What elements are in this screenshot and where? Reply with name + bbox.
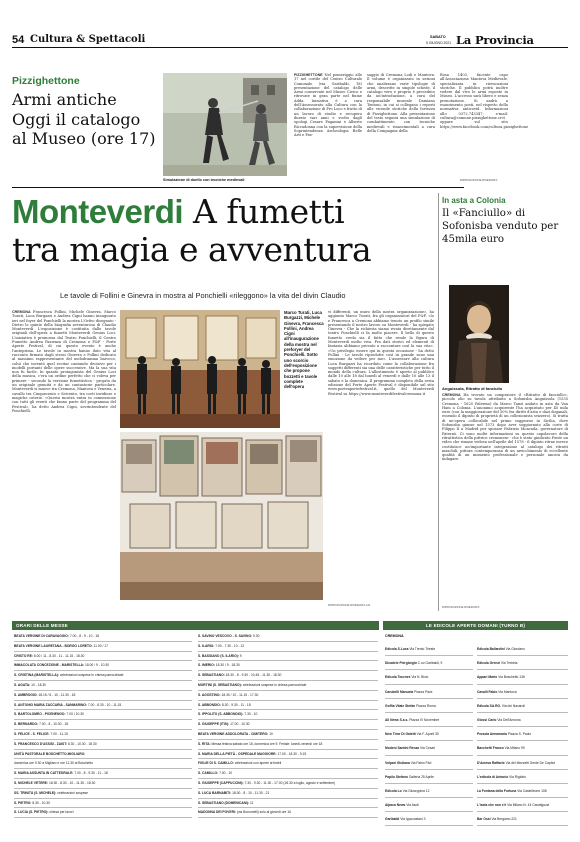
newsstand-row-value: Via Giordano (504, 647, 525, 651)
newsstand-row-value: Via Fabio Filzi (409, 760, 432, 765)
mass-schedule-row (14, 750, 192, 760)
mass-schedule-row (198, 789, 378, 799)
mass-schedule-row-value: 10 (268, 731, 273, 736)
newsstand-row-label: Papilo Stefano (385, 774, 408, 779)
orari-col1 (14, 632, 192, 818)
newsstand-row (477, 756, 568, 770)
mass-schedule-row-value: 9.30 (252, 634, 260, 638)
newsstand-row-value: Piazza S. Paolo (506, 732, 532, 737)
newsstand-row (477, 812, 568, 826)
top-story-lead-tag: PIZZIGHETTONE (294, 73, 323, 77)
newsstand-row-value: Via Trento Trieste (408, 647, 436, 651)
mass-schedule-row (198, 769, 378, 779)
newsstand-row-value: Via Trebbia (499, 661, 518, 666)
mass-schedule-row-value: 18.30 / 10 - 11.15 - 17.30 (220, 692, 259, 697)
mass-schedule-row (14, 720, 192, 730)
mass-schedule-row-value: 11.00 / 17 (92, 643, 108, 648)
mass-schedule-row-value: 17.00 - 10.30 (229, 722, 250, 727)
newsstand-row-value: Via Riglotto (508, 774, 526, 779)
mass-schedule-row (198, 750, 378, 760)
mass-schedule-row (14, 661, 192, 671)
newsstand-row-value: Galleria 25 Aprile (407, 774, 434, 779)
mass-schedule-row (14, 779, 192, 789)
mass-schedule-row-label: S. ILARIO: (198, 643, 215, 648)
mass-schedule-row (198, 632, 378, 642)
newsstand-row (385, 656, 473, 670)
portrait-painting (449, 285, 509, 383)
main-subhead: Le tavole di Follini e Ginevra in mostra al Ponchielli «rileggono» la vita del divin Claudio (60, 291, 346, 300)
newsstand-row-label: All News S.a.s. (385, 717, 409, 722)
newsstand-row (385, 784, 473, 798)
mass-schedule-row-label: S. AMBROGIO: (14, 692, 38, 697)
newsstand-row-label: Edicola Grenzi (477, 661, 500, 666)
mass-schedule-row-label: MORTINI (S. SEBASTIANO): (198, 682, 242, 687)
newsstand-row-value: Via Castelleone 108 (516, 788, 547, 793)
mass-schedule-row-value: 18.30 / 9 - 18.30 (214, 663, 240, 668)
mass-schedule-row-value: 7.30 - 9.30 - 11.30 - 17.00 (18.30 a luglio, agosto e settembre) (243, 780, 336, 785)
mass-schedule-row-label: S. ANTONIO MARIA ZACCARIA - SANMARINO: (14, 702, 88, 707)
newsstand-row-value: Piazza Pace (413, 689, 433, 694)
newsstand-row-value: Via Asoli (405, 803, 419, 808)
mass-schedule-row (198, 799, 378, 809)
top-headline-line3: al Museo (ore 17) (12, 129, 156, 148)
sidebar-kicker: In asta a Colonia (442, 196, 506, 205)
mass-schedule-row-value: 8.30 - 10.30 - 18.30 (67, 741, 97, 746)
newsstand-row (477, 741, 568, 755)
mass-schedule-row-value: celebrazioni con aperte al fedeli (233, 761, 282, 766)
newsstand-row-value: Via Giuseppina 12 (401, 788, 430, 793)
mass-schedule-row-value: 8.00 / 11 - 8.30 - 11 - 11.15 - 18.30 (33, 653, 85, 658)
newsstand-row-label: La Fontana della Fortuna (477, 788, 517, 793)
top-story-kicker: Pizzighettone (12, 75, 80, 87)
newsstand-row (477, 670, 568, 684)
top-story-col1-text: Nel pomeriggio alle 17 nel cortile del Centro Culturale Comunale (via Garibaldi, 18) presentazione del catalogo delle Armi conservate nel Museo Civico e ritrovate in gran parte nel fiume Adda. Iniziativa è a cura dell'Assessorato alla Cultura con la collaborazione di Pro Loco e frutto di un lavoro di studio e recupero durato vari anni e svolto dagli opologi Cesare Paganini e Alberto Riccadonna con la supervisione della Soprintendenza Archeologia Belle Arti e Pae- (294, 73, 362, 138)
mass-schedule-row (198, 652, 378, 662)
mass-schedule-row-label: S. MARIA ASSUNTA IN CATTEDRALE: (14, 771, 74, 776)
newsstand-row-value: Via Milano 99 (503, 746, 525, 751)
main-story-byline: RIPRODUZIONE RISERVATA LM (328, 603, 370, 607)
newsstand-row-value: Piazza IV Novembre (408, 717, 440, 722)
mass-schedule-row-value: 7.00 - 7.30 - 10 - 12 (214, 643, 245, 648)
newsstand-row-value: Via Boschetto 136 (497, 675, 525, 680)
mass-schedule-row (198, 808, 378, 818)
newsstand-row (385, 812, 473, 826)
mass-schedule-row-value: 7.00 - 11.15 (49, 731, 68, 736)
newsstand-row (477, 770, 568, 784)
mass-schedule-row-value: chiesa per lavori (48, 810, 74, 815)
main-story-col1 (12, 310, 116, 615)
mass-schedule-row-value: 18.15 / 8 - 10 - 11.30 - 18 (37, 692, 76, 697)
main-story-col1-text: Francesca Follini, Michele Ginevra, Marco Turati, Luca Burgazzi e Andrea Cigni hanno inaugurato ieri nel foyer del Ponchielli la mostra L'Orfeo disegnato - Dietro le quinte della biografia avventurosa di Claudio Monteverdi. L'esposizione è costituita dalle tavole originali dell'opera a fumetti Monteverdi Genius Loci. L'iniziativa è promossa dal Teatro Ponchielli, il Centro Fumetto Andrea Pazienza di Cremona e P&F - Porte Aperte Festival, di cui questo evento è anche l'anteprima. Le tavole in mostra hanno dato vita al racconto firmato dagli stessi Ginevra e Follini dedicato al massimo rappresentante del melodramma barocco, colui che inventò quel recitar cantando decisivo per i modelli portanti delle opere successive. Ma la sua vita non fu facile. In quanto protagonista del Genius Loci della musica, c'era un ordine perfetto che ci voleva per primere - secondo la versione fumettistica - proprio da un originale genuità e da un cantastorie particolare. Monteverdi si muove tra Cremona, Mantova e Venezia, a cavallo tra Cinquecento e Seicento, tra corti invidiose e magiche osterie. «Questa mostra entra in connessione con tutti gli eventi che fanno parte del programma del Festival», ha detto Andrea Cigni, sovrintendente del Ponchielli. (12, 310, 116, 413)
sidebar-body-text: Ha trovato un compratore il «Ritratto di fanciullo», piccolo olio su tavola attribuito a Sofonisba Anguissola (1535 Cremona - 1625 Palermo) da Marco Tanzi andato in asta da Van Ham a Colonia. L'anonimo acquirente l'ha acquistato per 45 mila euro (con la maggiorazione del 50% fra diritti d'asta e dazi doganali, essendo il dipinto di proprietà di un collezionista svizzero). Si tratta di un'opera collocabile nel primo soggiorno in Sicilia, dove Sofonisba giunse nel 1573 dopo aver soggiornato alla corte di Filippo II a Madrid per sposare Fabrizio Moncada, governatore di Paternò. Ci sono molte informazioni su questo capolavoro della ritrattistica della pittrice cremonese - che è stato giudicato Fonte un video che rimase vedova nell'aprile del 1578 - il dipinto ritrae invece costituisce un'importante integrazione al catalogo dei ritratti maschili, pittura contemporanea di un arricchimento di eccellente qualità di un momento professionale e personale ancora da indagare. (442, 393, 568, 462)
mass-schedule-row-label: BEATA VERGINE DI CARAVAGGIO: (14, 634, 69, 638)
newsstand-row (477, 685, 568, 699)
mass-schedule-row (14, 740, 192, 750)
duel-photo-caption: Simulazione di duello con tecniche medievali (163, 178, 245, 182)
header-rule (12, 47, 568, 48)
mass-schedule-row-value: 18.30 - 8 - 9.30 - 10.45 - 11.30 - 18.30 (224, 673, 282, 678)
newsstand-row-label: Bacchetti Franco (477, 746, 504, 751)
mass-schedule-row-label: S. BASSIANO (S. ILARIO): (198, 653, 239, 658)
mass-schedule-row-label: CRISTO RE: (14, 653, 33, 658)
mass-schedule-row (14, 759, 192, 769)
mass-schedule-row-value: 17.00 - 18.30 - 9.15 (276, 751, 307, 756)
newsstand-row-label: L'edicola di Antonio (477, 774, 509, 779)
mass-schedule-row (198, 730, 378, 740)
section-title: Cultura & Spettacoli (30, 34, 146, 45)
edicole-col2 (477, 642, 568, 826)
mass-schedule-row-label: S. MICHELE VETERE: (14, 780, 49, 785)
edicole-city: CREMONA (385, 634, 404, 638)
sidebar-lead-tag: CREMONA (442, 393, 461, 397)
newsstand-row-label: Pezzola Annamaria (477, 732, 507, 737)
main-headline (12, 193, 472, 269)
sidebar-headline: Il «Fanciullo» di Sofonisba venduto per 45mila euro (442, 208, 559, 245)
mass-schedule-row (14, 691, 192, 701)
sidebar-body (442, 393, 568, 603)
mass-schedule-row-value: 7.00 / 10.30 (65, 712, 84, 717)
mass-schedule-row-value: 7.00 - 8 - 10.30 - 18 (38, 722, 69, 727)
top-headline-line1: Armi antiche (12, 90, 117, 109)
mass-schedule-row (198, 661, 378, 671)
mass-schedule-row-value: Messa festiva sabato ore 18, domenica ore 9. Feriale: lunedì-venerdì ore 18 (210, 741, 323, 746)
newsstand-row-label: D'Amesa Raffaele (477, 760, 505, 765)
mass-schedule-row-label: S. BARTOLOMEO - PICENENGO: (14, 712, 66, 717)
mass-schedule-row (198, 701, 378, 711)
newsstand-row-label: New Time Di Galetti (385, 732, 416, 737)
newsstand-row-value: Via del Mezzetti Gente De Capitol (504, 760, 556, 765)
newsstand-row (477, 656, 568, 670)
exhibition-photo (120, 432, 323, 600)
newsstand-row-value: Via F. Aporti 30 (415, 732, 439, 737)
mass-schedule-row-label: SS. TRINITÀ (S. MICHELE): (14, 790, 57, 795)
mass-schedule-row (198, 740, 378, 750)
inauguration-photo (120, 310, 280, 428)
mass-schedule-row-label: S. PIETRO: (14, 800, 32, 805)
mass-schedule-row-label: S. AGOSTINO: (198, 692, 221, 697)
mass-schedule-row (14, 701, 192, 711)
mass-schedule-row-label: S. SEBASTIANO: (198, 673, 225, 678)
mass-schedule-row-label: S. GIUSEPPE (ITIS): (198, 722, 230, 727)
mass-schedule-row-value: 8.30 - 10.30 (31, 800, 50, 805)
newsstand-row-label: Edicola S.Luca (385, 647, 409, 651)
mass-schedule-row-label: S. GIUSEPPE (CAPPUCCINI): (198, 780, 244, 785)
newsstand-row (385, 741, 473, 755)
newsstand-row-label: Giossi Carlo (477, 717, 497, 722)
mass-schedule-row-label: S. CAMILLO: (198, 771, 219, 776)
main-story-lead-tag: CREMONA (12, 310, 31, 314)
portrait-caption: Anguissola, Ritratto di fanciullo (442, 386, 503, 391)
mass-schedule-row-label: S. ABBONDIO: (198, 702, 221, 707)
newsstand-row (385, 756, 473, 770)
mass-schedule-row (14, 642, 192, 652)
top-story-rule (12, 187, 464, 188)
top-story-col1 (294, 73, 362, 181)
mass-schedule-row (14, 681, 192, 691)
top-story-headline (12, 90, 156, 149)
newsstand-row-label: Edicola SA.RO. (477, 703, 501, 708)
edicole-col1 (385, 642, 473, 826)
newsstand-row-label: Dicadele Pierglorgio (385, 661, 417, 666)
newsstand-row (385, 670, 473, 684)
mass-schedule-row-value: domenica ore 9.30 a Migliaro e ore 11.30 al Boschetto (14, 761, 93, 766)
orari-col2 (198, 632, 378, 818)
duel-photo (163, 73, 287, 176)
newsstand-row-label: Edicola Lo (385, 788, 402, 793)
newsstand-row (477, 699, 568, 713)
mass-schedule-row (14, 789, 192, 799)
newsstand-row-label: Cavalli Fabio (477, 689, 498, 694)
mass-schedule-row-label: S. CRISTINA (MARISTELLA): (14, 673, 59, 678)
page-number: 54 (12, 34, 25, 46)
newsstand-row (477, 642, 568, 656)
main-headline-green: Monteverdi (12, 193, 184, 230)
mass-schedule-row-value: celebrazioni sospese in chiesa parrocchiale (58, 673, 124, 678)
orari-header: ORARI DELLE MESSE (12, 621, 379, 630)
mass-schedule-row (14, 808, 192, 818)
mass-schedule-row (198, 642, 378, 652)
newsstand-row-label: L'isola che non c'è (477, 803, 507, 808)
mass-schedule-row-label: UNITÀ PASTORALE BOSCHETTO-MIGLIARO: (14, 751, 86, 756)
mass-schedule-row (14, 769, 192, 779)
mass-schedule-row (14, 652, 192, 662)
mass-schedule-row (14, 671, 192, 681)
newsstand-row (385, 798, 473, 812)
mass-schedule-row-value: 7.00 - 8 - 9 - 10 - 18 (68, 634, 100, 638)
main-story-col3: vi differenti, un muro della nostra organizzazione», ha aggiunto Marco Turati, fra gli organizzatori del P&F. «Io e Francesca a Cremona abbiamo tenuto un profilo simile presentando il nostro lavoro su Monteverdi - ha spiegato Ginevra - Che la richiesta siamo rivata direttamente dal teatro Ponchielli ci fa molto piacere. Il bello di questo fumetto credo sia il fatto che rende la figura di Monteverdi molto viva. Fra dati storici ed elementi di fantasia abbiamo provato a raccontare così la sua vita». «Un privilegio essere qui in questa occasione - ha detto Follini - Le tavole riprodotte così in grande sono una emozione da vedere per me». L'assessore alla cultura Luca Burgazzi ha ricordato come la collaborazione fra soggetti differenti sia una delle caratteristiche per tutto il mondo della cultura. L'allestimento è aperto al pubblico dalle 10 alle 18 dal lunedì al venerdì e dalle 10 alle 13 il sabato e la domenica. Il programma completo della sesta edizione del Porte Aperte Festival è disponibile sul sito www.porteapertefestival.it, quello del Monteverdi Festival su https://www.monteverdifestivalcremona.it (328, 310, 434, 396)
newsstand-row-value: Via Cesari (419, 746, 436, 751)
newsstand-row-label: Appari Mario (477, 675, 498, 680)
mass-schedule-row (198, 681, 378, 691)
mass-schedule-row-value: 10 - 18.30 (30, 682, 47, 687)
mass-schedule-row-value: 18.30 - 8.30 - 10 - 11.30 - 18.30 (48, 780, 96, 785)
newsstand-row-value: Via Bergamo 221 (490, 817, 517, 822)
mass-schedule-row-label: S. IPPOLITO (S. ABBONDIO): (198, 712, 244, 717)
mass-schedule-row (198, 691, 378, 701)
newsstand-row (477, 713, 568, 727)
newsstand-row (477, 784, 568, 798)
edicole-header: LE EDICOLE APERTE DOMANI (TURNO B) (383, 621, 568, 630)
mass-schedule-row-label: S. FRANCESCO D'ASSISI - ZAIST: (14, 741, 67, 746)
mass-schedule-row (198, 710, 378, 720)
header-day: SABATO (430, 35, 446, 39)
newsstand-row-label: Edicola Tournee (385, 675, 411, 680)
newsstand-row-label: Alpaca News (385, 803, 406, 808)
mass-schedule-row-value: (via Bonomelli) solo al giovedì ore 16 (235, 810, 291, 815)
newsstand-row-value: Via N. Bixio (410, 675, 429, 680)
main-headline-rest: A fumetti (193, 192, 345, 231)
mass-schedule-row-value: celebrazioni sospese in chiesa parrocchiale (241, 682, 307, 687)
mass-schedule-row (14, 799, 192, 809)
mass-schedule-row-label: S. RITA: (198, 741, 211, 746)
mass-schedule-row-label: S. MARIA DELLA PIETÀ - OSPEDALE MAGGIORE: (198, 751, 277, 756)
mass-schedule-row-value: 7.30 - 10 (243, 712, 258, 717)
top-story-byline: RIPRODUZIONE RISERVATA (460, 178, 498, 182)
newsstand-row (385, 642, 473, 656)
mass-schedule-row-label: S. LUCA BARNABITI: (198, 790, 232, 795)
mass-schedule-row-label: S. AGATA: (14, 682, 31, 687)
sidebar-byline: RIPRODUZIONE RISERVATA (442, 605, 480, 609)
newsstand-row-value: Via Dell'Annona (496, 717, 521, 722)
mass-schedule-row-label: S. FELICE - S. FELICE: (14, 731, 50, 736)
main-photo-caption: Marco Turati, Luca Burgazzi, Michele Ginevra, Francesca Follini, Andrea Cigni all'inaugurazione della mostra nel preforyer del Ponchielli. Sotto uno scorcio dell'esposizione che propone bozzetti e tavole complete dell'opera (284, 310, 324, 390)
mass-schedule-row-value: 7.00 - 8.30 - 10 - 11.15 (87, 702, 122, 707)
masthead-logo: La Provincia (456, 33, 534, 47)
mass-schedule-row (14, 730, 192, 740)
mass-schedule-row-label: IMMACOLATA CONCEZIONE - MARISTELLA: (14, 663, 85, 668)
mass-schedule-row (198, 720, 378, 730)
newsstand-row-label: Garibaldi (385, 817, 400, 822)
mass-schedule-row (198, 671, 378, 681)
newsstand-row-label: Goffia Vitale Stefan (385, 703, 416, 708)
mass-schedule-row-value: 18.00 - 8 - 10 - 11.30 - 21 (231, 790, 270, 795)
main-headline-line2: tra magia e avventura (12, 230, 372, 269)
mass-schedule-row-label: S. SEBASTIANO (DOMENICANI): (198, 800, 250, 805)
mass-schedule-row-label: S. SAVINO VESCOVO - S. SAVINO: (198, 634, 253, 638)
mass-schedule-row (14, 632, 192, 642)
top-story-col2: saggio di Cremona Lodi e Mantova. Il volume è organizzato in sezioni che analizzano varie tipologie di armi, descritte in singole schede, il catalogo vero e proprio è preceduto da un'introduzione, a cura del responsabile museale Damiano Tentoni, in cui si collegano i reperti alle vicende storiche della fortezza di Pizzighettone. Alla presentazione del testo seguirà una simulazione di combattimento con tecniche medievali e rinascimentali a cura della Compagnia della (367, 73, 435, 133)
mass-schedule-row-label: S. BERNARDO: (14, 722, 39, 727)
main-headline-line1 (12, 193, 472, 231)
newsstand-row-label: Bar Ossi (477, 817, 491, 822)
mass-schedule-row-value: 9 (238, 653, 242, 658)
newsstand-row (385, 727, 473, 741)
newsstand-row (385, 685, 473, 699)
mass-schedule-row-value: 7.00 - 10 (218, 771, 233, 776)
newsstand-row-value: Via Mantova (497, 689, 517, 694)
newsstand-row-value: Via Milano N. 44 Cavatigozzi (506, 803, 550, 808)
newsstand-row-value: Via Ippocastani 3 (399, 817, 426, 822)
mass-schedule-row-label: BEATA VERGINE ADDOLORATA - CIMITERO: (198, 731, 269, 736)
mass-schedule-row-label: BEATA VERGINE LAURETANA - BORGO LORETO: (14, 643, 93, 648)
mass-schedule-row-value: 8.30 - 9.30 - 11 - 18 (220, 702, 251, 707)
mass-schedule-row-label: MADONNA DEI POVERI: (198, 810, 236, 815)
newsstand-row-value: Via dei Navaroli (501, 703, 525, 708)
column-divider (438, 193, 439, 611)
mass-schedule-row-label: S. IMERIO: (198, 663, 215, 668)
newsstand-row-value: Piazza Roma (415, 703, 436, 708)
top-headline-line2: Oggi il catalogo (12, 109, 141, 129)
mass-schedule-row (198, 759, 378, 769)
newsstand-row-value: C.so Garibaldi, 9 (416, 661, 443, 666)
mass-schedule-row-label: S. LUCIA (S. PIETRO): (14, 810, 49, 815)
newsstand-row (385, 770, 473, 784)
mass-schedule-row (14, 710, 192, 720)
newsstand-row-label: Edicola Ballardini (477, 647, 505, 651)
newsstand-row (385, 699, 473, 713)
top-story-col3: Rosa 1403, facente capo all'Associazione Mantova Medievale, specializzata in rievocazioni storiche. Il pubblico potrà inoltre vedere dal vivo le armi esposte in Museo. L'accesso sarà libero e senza prenotazione. Si andrà a esaurimento posti, nel rispetto della normativa anticovid. Informazioni allo 0372.743347; e-mail: cultura@comune.pizzighettone.cr.it oppure sul sito https://www.facebook.com/cultura.pizzighettone (440, 73, 529, 129)
mass-schedule-row-value: 11 (249, 800, 254, 805)
newsstand-row (477, 727, 568, 741)
mass-schedule-row-value: 7.00 - 8 - 9.30 - 11 - 18 (73, 771, 108, 776)
mass-schedule-row (198, 779, 378, 789)
mass-schedule-row-value: 18.00 / 9 - 10.30 (84, 663, 110, 668)
header-date: 5 GIUGNO 2021 (426, 41, 452, 45)
newsstand-row-label: Volpari Giuliana (385, 760, 410, 765)
newsstand-row (477, 798, 568, 812)
newsstand-row (385, 713, 473, 727)
newsstand-row-label: Modeni Santini Renza (385, 746, 420, 751)
mass-schedule-row-label: FIGLIE DI S. CAMILLO: (198, 761, 234, 766)
mass-schedule-row-value: celebrazioni sospese (56, 790, 89, 795)
newsstand-row-label: Carubelli Manuela (385, 689, 414, 694)
